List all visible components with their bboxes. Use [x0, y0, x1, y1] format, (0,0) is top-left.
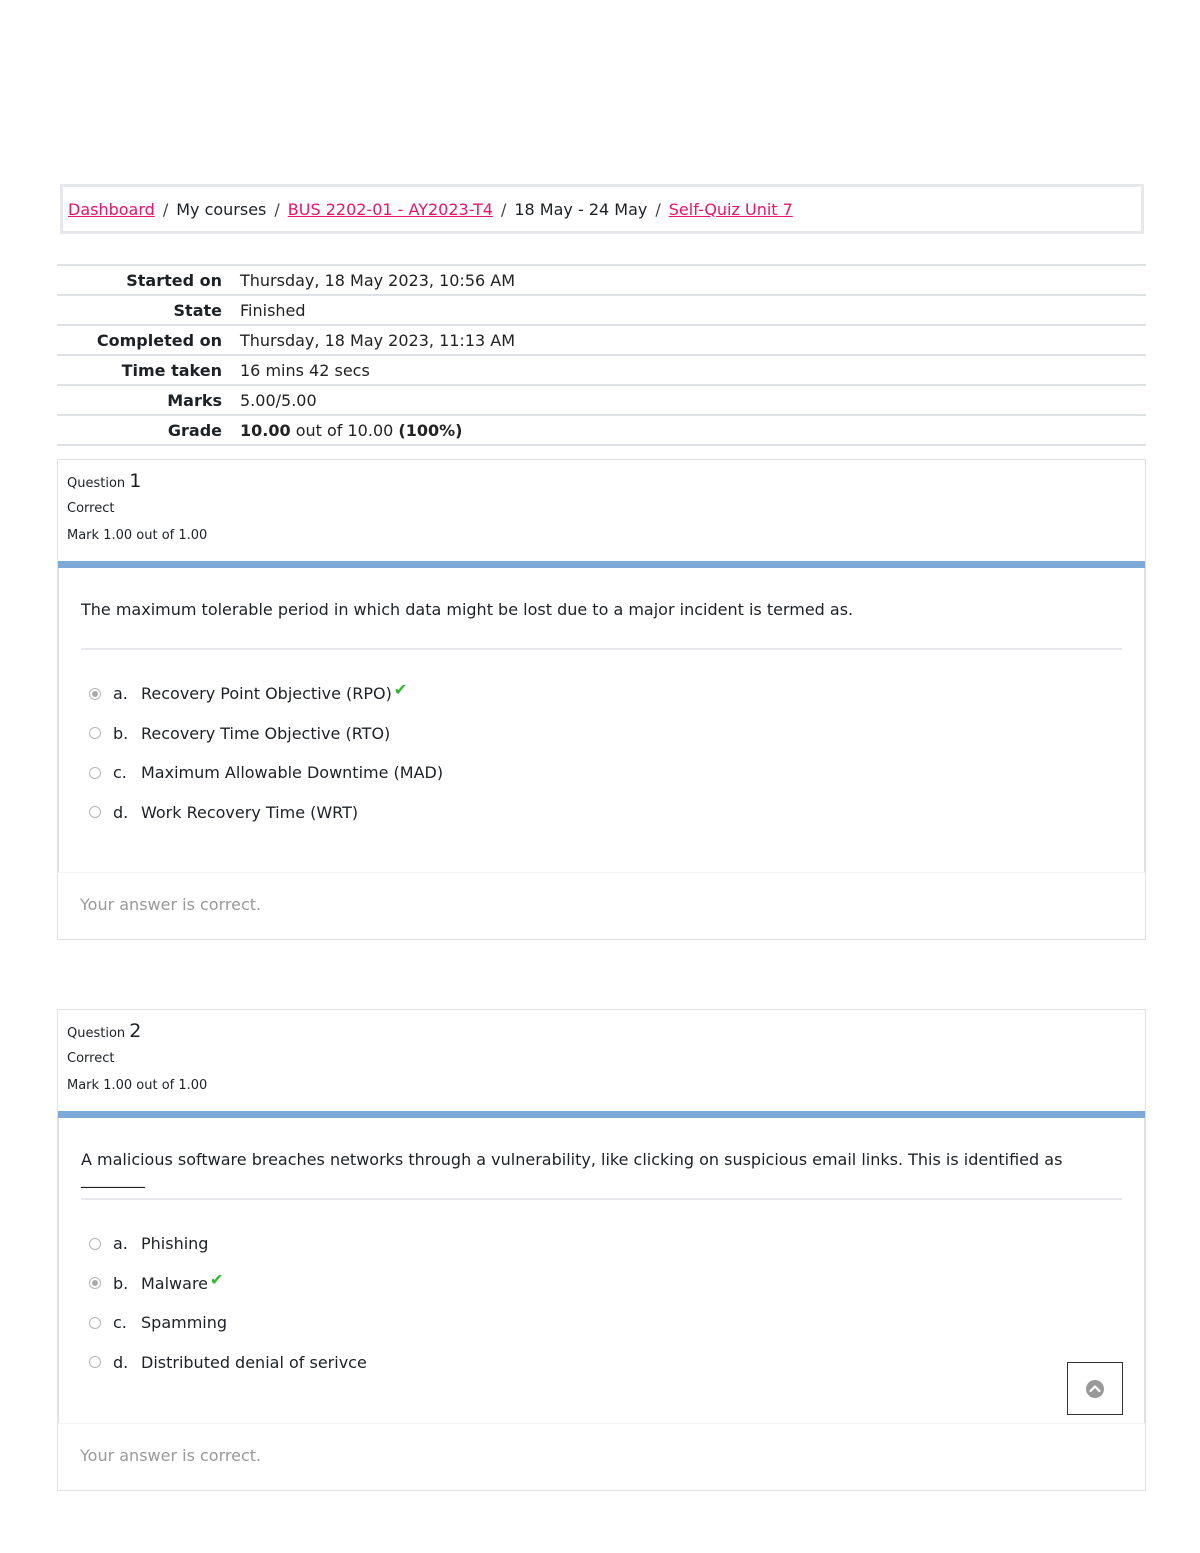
question-mark: Mark 1.00 out of 1.00 [67, 1078, 208, 1093]
question-state: Correct [67, 1051, 115, 1066]
breadcrumb [60, 184, 1144, 234]
question-2 [57, 1009, 1146, 1491]
question-content [58, 1118, 1145, 1423]
summary-label: Grade [167, 420, 222, 440]
arrow-up-circle-icon [1085, 1379, 1105, 1399]
breadcrumb-week: 18 May - 24 May [514, 199, 648, 219]
option-text: Spamming [141, 1313, 228, 1333]
question-state: Correct [67, 501, 115, 516]
grade-score: 10.00 [240, 420, 291, 440]
answer-option[interactable] [89, 1343, 1144, 1383]
answer-option[interactable] [89, 753, 1144, 793]
summary-row-started [57, 266, 1146, 296]
answer-list [59, 650, 1144, 832]
radio[interactable] [89, 1317, 101, 1329]
breadcrumb-separator: / [655, 199, 661, 219]
grade-out-of: out of 10.00 [290, 420, 399, 440]
summary-row-grade [57, 416, 1146, 446]
option-letter: c. [113, 763, 127, 783]
question-prefix: Question [67, 476, 126, 491]
question-text: A malicious software breaches networks through a vulnerability, like clicking on suspicious email links. This is identified as ________ [81, 1150, 1063, 1188]
option-text: Distributed denial of serivce [141, 1352, 367, 1372]
question-divider-bar [58, 1111, 1145, 1118]
summary-row-time-taken [57, 356, 1146, 386]
answer-option[interactable] [89, 1264, 1144, 1304]
summary-label: State [173, 300, 222, 320]
option-letter: b. [113, 1273, 129, 1293]
answer-option[interactable] [89, 1303, 1144, 1343]
breadcrumb-quiz-link[interactable]: Self-Quiz Unit 7 [668, 199, 793, 219]
answer-option[interactable] [89, 1224, 1144, 1264]
check-icon: ✔ [393, 680, 408, 700]
summary-label: Time taken [121, 360, 222, 380]
answer-feedback: Your answer is correct. [58, 1423, 1145, 1487]
option-text: Maximum Allowable Downtime (MAD) [141, 763, 444, 783]
summary-value: Thursday, 18 May 2023, 11:13 AM [240, 330, 516, 350]
question-text: The maximum tolerable period in which data might be lost due to a major incident is termed as. [81, 600, 854, 619]
breadcrumb-my-courses: My courses [176, 199, 267, 219]
summary-row-state [57, 296, 1146, 326]
radio[interactable] [89, 1356, 101, 1368]
option-letter: a. [113, 1234, 128, 1254]
summary-row-marks [57, 386, 1146, 416]
answer-feedback: Your answer is correct. [58, 872, 1145, 936]
breadcrumb-dashboard-link[interactable]: Dashboard [68, 199, 155, 219]
option-text: Phishing [141, 1234, 209, 1254]
question-number [67, 1020, 1145, 1042]
question-info [58, 1010, 1145, 1103]
radio[interactable] [89, 806, 101, 818]
breadcrumb-separator: / [500, 199, 507, 219]
question-number [67, 470, 1145, 492]
grade-percent: (100%) [398, 420, 463, 440]
radio[interactable] [89, 727, 101, 739]
question-1 [57, 459, 1146, 940]
answer-list [59, 1200, 1144, 1382]
radio[interactable] [89, 1238, 101, 1250]
back-to-top-button[interactable] [1067, 1362, 1123, 1415]
option-letter: d. [113, 802, 129, 822]
option-text: Recovery Point Objective (RPO) [141, 684, 392, 704]
summary-value: 5.00/5.00 [240, 390, 317, 410]
summary-label: Completed on [96, 330, 222, 350]
question-number-value: 1 [129, 470, 142, 492]
question-info [58, 460, 1145, 553]
summary-row-completed [57, 326, 1146, 356]
option-letter: a. [113, 684, 128, 704]
option-letter: c. [113, 1313, 127, 1333]
breadcrumb-separator: / [274, 199, 280, 219]
option-text: Recovery Time Objective (RTO) [141, 723, 391, 743]
summary-label: Marks [167, 390, 222, 410]
summary-label: Started on [126, 270, 222, 290]
check-icon: ✔ [210, 1269, 224, 1289]
question-content [58, 568, 1145, 872]
radio-selected[interactable] [89, 1277, 101, 1289]
option-letter: d. [113, 1352, 129, 1372]
question-divider-bar [58, 561, 1145, 568]
breadcrumb-course-link[interactable]: BUS 2202-01 - AY2023-T4 [287, 199, 493, 219]
summary-value: Thursday, 18 May 2023, 10:56 AM [240, 270, 516, 290]
breadcrumb-separator: / [162, 199, 169, 219]
question-number-value: 2 [129, 1020, 142, 1042]
answer-option[interactable] [89, 714, 1144, 754]
option-text: Work Recovery Time (WRT) [141, 802, 359, 822]
radio-selected[interactable] [89, 688, 101, 700]
radio[interactable] [89, 767, 101, 779]
attempt-summary-table [57, 264, 1146, 446]
question-prefix: Question [67, 1026, 126, 1041]
answer-option[interactable] [89, 674, 1144, 714]
option-letter: b. [113, 723, 129, 743]
summary-value: Finished [240, 300, 306, 320]
option-text: Malware [141, 1273, 209, 1293]
question-mark: Mark 1.00 out of 1.00 [67, 528, 208, 543]
answer-option[interactable] [89, 793, 1144, 833]
summary-value: 16 mins 42 secs [240, 360, 370, 380]
summary-value [240, 421, 462, 440]
